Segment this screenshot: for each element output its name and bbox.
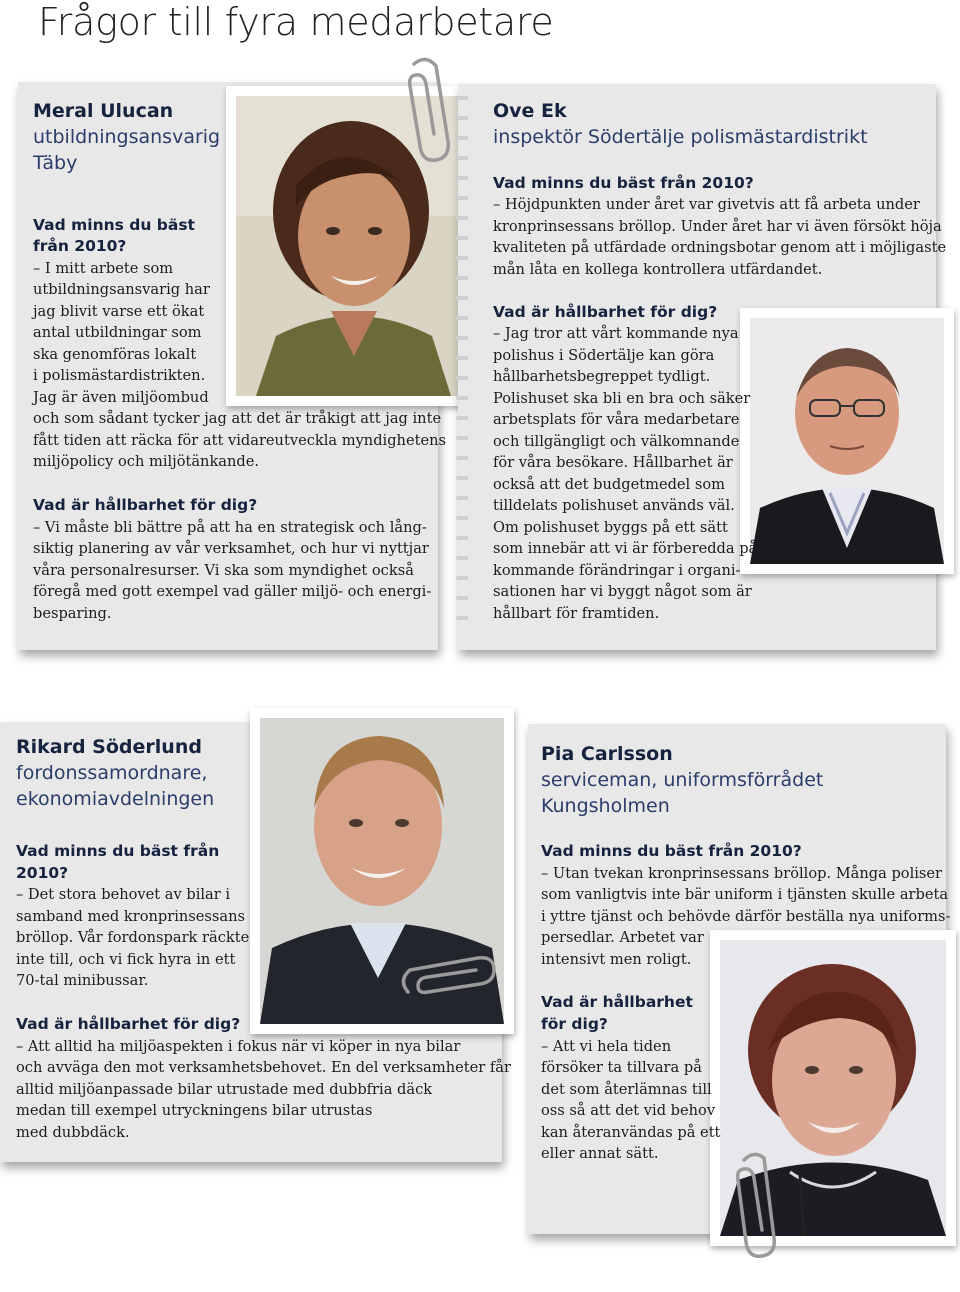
meral-answer-2-line: våra personalresurser. Vi ska som myndighet också [33,562,414,579]
ove-question-2: Vad är hållbarhet för dig? [493,303,718,321]
ove-name: Ove Ek [493,100,567,122]
ove-answer-1-line: – Höjdpunkten under året var givetvis att få arbeta under [493,196,920,213]
spiral-binding [454,90,470,635]
rikard-answer-2-line: alltid miljöanpassade bilar utrustade med dubbfria däck [16,1081,433,1098]
meral-answer-1-line: miljöpolicy och miljötänkande. [33,453,260,470]
ove-answer-2-line: – Jag tror att vårt kommande nya [493,325,739,342]
pia-answer-2-line: – Att vi hela tiden [541,1038,672,1055]
meral-answer-2-line: siktig planering av vår verksamhet, och hur vi nyttjar [33,540,429,557]
meral-answer-1-line: ska genomföras lokalt [33,346,197,363]
pia-answer-1-line: persedlar. Arbetet var [541,929,704,946]
meral-answer-1-line: Jag är även miljöombud [33,389,209,406]
pia-question-2b: för dig? [541,1015,608,1033]
ove-answer-1-line: kronprinsessans bröllop. Under året har vi även försökt höja [493,218,942,235]
rikard-department: ekonomiavdelningen [16,788,215,810]
meral-answer-1-line: antal utbildningar som [33,324,202,341]
rikard-answer-1-line: inte till, och vi fick hyra in ett [16,951,236,968]
ove-answer-2-line: som innebär att vi är förberedda på [493,540,758,557]
pia-answer-2-line: det som återlämnas till [541,1081,712,1098]
meral-answer-1-line: fått tiden att räcka för att vidareutveckla myndighetens [33,432,446,449]
ove-answer-2-line: hållbart för framtiden. [493,605,660,622]
meral-question-2: Vad är hållbarhet för dig? [33,496,258,514]
pia-role: serviceman, uniformsförrådet [541,769,824,791]
ove-answer-2-line: Om polishuset byggs på ett sätt [493,519,728,536]
meral-answer-1-line: – I mitt arbete som [33,260,174,277]
paperclip-icon [396,56,456,166]
meral-answer-2-line: föregå med gott exempel vad gäller miljö- och energi- [33,583,432,600]
ove-answer-2-line: också att det budgetmedel som [493,476,725,493]
rikard-answer-2-line: – Att alltid ha miljöaspekten i fokus när vi köper in nya bilar [16,1038,461,1055]
ove-answer-2-line: kommande förändringar i organi- [493,562,741,579]
pia-question-1: Vad minns du bäst från 2010? [541,842,802,860]
rikard-answer-1-line: – Det stora behovet av bilar i [16,886,231,903]
ove-answer-2-line: Polishuset ska bli en bra och säker [493,390,751,407]
meral-question-1: Vad minns du bäst [33,216,195,234]
pia-answer-2-line: oss så att det vid behov [541,1102,716,1119]
ove-role: inspektör Södertälje polismästardistrikt [493,126,868,148]
ove-answer-2-line: för våra besökare. Hållbarhet är [493,454,733,471]
pia-answer-2-line: försöker ta tillvara på [541,1059,702,1076]
meral-answer-1-line: jag blivit varse ett ökat [33,303,205,320]
meral-location: Täby [33,152,78,174]
meral-role: utbildningsansvarig [33,126,221,148]
ove-answer-2-line: tilldelats polishuset används väl. [493,497,735,514]
portrait-ove [750,318,944,564]
rikard-role: fordonssamordnare, [16,762,208,784]
rikard-question-1: Vad minns du bäst från [16,842,220,860]
ove-answer-2-line: och tillgängligt och välkomnande [493,433,740,450]
ove-answer-1-line: mån låta en kollega kontrollera utfärdandet. [493,261,823,278]
meral-question-1b: från 2010? [33,237,127,255]
ove-answer-2-line: sationen har vi byggt något som är [493,583,752,600]
page-title: Frågor till fyra medarbetare [38,0,554,44]
pia-answer-1-line: i yttre tjänst och behövde därför beställa nya uniforms- [541,908,951,925]
ove-question-1: Vad minns du bäst från 2010? [493,174,754,192]
meral-answer-1-line: och som sådant tycker jag att det är tråkigt att jag inte [33,410,442,427]
paperclip-icon [398,950,498,1010]
meral-answer-1-line: utbildningsansvarig har [33,281,210,298]
rikard-answer-2-line: och avväga den mot verksamhetsbehovet. En del verksamheter får [16,1059,511,1076]
ove-answer-1-line: kvaliteten på utfärdade ordningsbotar genom att i möjligaste [493,239,947,256]
meral-answer-1-line: i polismästardistrikten. [33,367,206,384]
rikard-question-1b: 2010? [16,864,69,882]
ove-answer-2-line: hållbarhetsbegreppet tydligt. [493,368,711,385]
paperclip-icon [732,1150,782,1260]
meral-answer-2-line: besparing. [33,605,112,622]
rikard-name: Rikard Söderlund [16,736,202,758]
rikard-answer-1-line: samband med kronprinsessans [16,908,245,925]
rikard-answer-1-line: bröllop. Vår fordonspark räckte [16,929,250,946]
rikard-question-2: Vad är hållbarhet för dig? [16,1015,241,1033]
meral-name: Meral Ulucan [33,100,174,122]
rikard-answer-2-line: medan till exempel utryckningens bilar utrustas [16,1102,373,1119]
rikard-answer-1-line: 70-tal minibussar. [16,972,149,989]
rikard-answer-2-line: med dubbdäck. [16,1124,130,1141]
photo-ove [740,308,954,574]
pia-answer-2-line: kan återanvändas på ett [541,1124,721,1141]
meral-answer-2-line: – Vi måste bli bättre på att ha en strategisk och lång- [33,519,427,536]
pia-answer-1-line: intensivt men roligt. [541,951,692,968]
pia-question-2: Vad är hållbarhet [541,993,693,1011]
pia-location: Kungsholmen [541,795,670,817]
pia-answer-1-line: som vanligtvis inte bär uniform i tjänsten skulle arbeta [541,886,949,903]
ove-answer-2-line: polishus i Södertälje kan göra [493,347,715,364]
ove-answer-2-line: arbetsplats för våra medarbetare [493,411,740,428]
pia-answer-1-line: – Utan tvekan kronprinsessans bröllop. Många poliser [541,865,943,882]
pia-name: Pia Carlsson [541,743,673,765]
pia-answer-2-line: eller annat sätt. [541,1145,659,1162]
